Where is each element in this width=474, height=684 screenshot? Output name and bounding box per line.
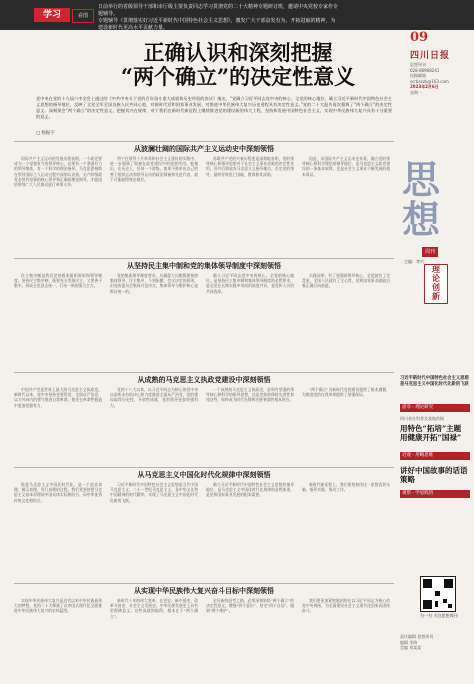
byline: □ 杨振宇 xyxy=(36,131,55,136)
section-heading: 从坚持民主集中制和党的集体领导制度中深刻领悟 xyxy=(127,261,281,270)
credit-line: 美编 刘某某 xyxy=(400,645,422,650)
learn-tag: 学习 xyxy=(34,8,70,22)
body-column: 民主集中制是我们党的根本组织原则和领导制度。坚持民主集中制，既要充分发扬民主，又要善于集中，形成全党意志统一、行动一致的强大合力。 xyxy=(14,273,102,289)
banner-line: 专题辅导《贯彻落实好习近平新时代中国特色社会主义思想》，激发广大干部奋发有为、开拓进取的精神，为建设新时代更高水平贡献力量。 xyxy=(98,18,336,31)
section-heading: 从波澜壮阔的国际共产主义运动史中深刻领悟 xyxy=(134,144,274,153)
body-column: 因此，从国际共产主义运动史来看，确立党的领导核心和科学理论的指导地位，是马克思主义政党建设的一条基本规律，也是社会主义事业不断发展的根本保证。 xyxy=(302,156,390,177)
body-column: 苏联共产党的兴衰历程更是深刻地表明，党的领导核心和指导思想对于社会主义事业成败的决定性作用。苏共后期放弃马克思主义指导地位，否定党的领导，最终导致党亡国破，教训极其深刻。 xyxy=(206,156,294,177)
info-line: 投稿邮箱 xyxy=(410,73,426,78)
qr-caption: 扫一扫 关注思想周刊 xyxy=(420,613,458,618)
issue-date: 2023年2月6日 xyxy=(410,84,439,89)
sidebar-small-text: 四川省社科普及基地供稿 xyxy=(400,416,444,421)
sidebar-section-label: 近观 · 用略思维 xyxy=(400,452,470,460)
body-column: 国际共产主义运动的发展历程表明，一个政党要成为一个坚强有力的领导核心，必须有一个坚强有力的领导集体，有一个科学的理论指导。马克思恩格斯在领导国际工人运动过程中深刻认识到，无产阶级政党必须有坚强的核心领导和正确的理论指导，才能团结带领广大人民群众进行革命斗争。 xyxy=(14,156,102,188)
vertical-char: 创 xyxy=(432,282,440,292)
sidebar-teaser: 习近平新时代中国特色社会主义思想是马克思主义中国化时代化新的飞跃 xyxy=(400,376,469,387)
theory-innovation-box xyxy=(424,264,448,304)
weekly-label: 周刊 xyxy=(422,247,438,257)
paper-masthead: 四川日报 xyxy=(410,51,451,61)
body-column: 确立习近平新时代中国特色社会主义思想的指导地位，是马克思主义中国化时代化规律的必然体现，是党和国家事业发展的根本需要。 xyxy=(206,482,294,498)
info-line: 思想周刊 xyxy=(410,62,426,67)
sidebar-section-label: 思享 · 理论研究 xyxy=(400,404,470,412)
vertical-char: 新 xyxy=(432,291,440,301)
vertical-char: 理 xyxy=(432,264,440,274)
sidebar-title: 用特色“拓培”主题 用健康开拓“国禄” xyxy=(400,424,462,442)
top-banner xyxy=(0,0,474,30)
body-column: “两个确立”为新时代党的建设提供了根本遵循，为推进党的自我革命提供了坚强保证。 xyxy=(302,387,390,398)
section-divider xyxy=(14,141,394,142)
credits xyxy=(400,634,468,651)
body-column: 习近平新时代中国特色社会主义思想是当代中国马克思主义、二十一世纪马克思主义，是中华文化和中国精神的时代精华，实现了马克思主义中国化时代化新的飞跃。 xyxy=(110,482,198,503)
body-column: 一个成熟的马克思主义执政党，必须有坚强的领导核心和科学的指导思想，这是党始终保持先进性和纯洁性、始终成为时代先锋和民族脊梁的根本所在。 xyxy=(206,387,294,403)
body-column: 走好新的赶考之路，必须深刻领悟“两个确立”的决定性意义，增强“四个意识”、坚定“四个自信”、做到“两个维护”。 xyxy=(206,598,294,614)
masthead-info xyxy=(410,62,466,95)
info-line: scrbsxzk@163.com xyxy=(410,78,449,84)
body-column: 实现中华民族伟大复兴是近代以来中华民族最伟大的梦想。党的二十大擘画了以中国式现代化全面推进中华民族伟大复兴的宏伟蓝图。 xyxy=(14,598,102,614)
body-column: 党的集体领导制度要求，凡属重大问题都要按照集体领导、民主集中、个别酝酿、会议决定的原则，由党的委员会集体讨论决定。集体领导与维护核心是辩证统一的。 xyxy=(110,273,198,294)
section-divider xyxy=(14,372,394,373)
body-column: 中国共产党是世界上最大的马克思主义执政党。新时代以来，党中央坚持党要管党、全面从严治党，以刀刃向内的勇气推进自我革命，使党在革命性锻造中更加坚强有力。 xyxy=(14,387,102,408)
body-column: 我们要更加紧密地团结在以习近平同志为核心的党中央周围，为全面建设社会主义现代化国家而团结奋斗。 xyxy=(302,598,390,614)
section-divider xyxy=(14,258,394,259)
article-lede: 党中央在党的十九届六中全会上通过的《中共中央关于党的百年奋斗重大成就和历史经验的决议》指出，“党确立习近平同志党中央的核心、全党的核心地位，确立习近平新时代中国特色社会主义思想的指导地位，反映了全党全军全国各族人民共同心愿，对新时代党和国家事业发展、对推进中华民族伟大复兴历史进程具有决定性意义。”党的二十大报告再次强调了“两个确立”的决定性意义。深刻领会“两个确立”的决定性意义，把握其内在规律，对于我们在新时代新征程上继续推进党的建设新的伟大工程，坚持和发展中国特色社会主义，实现中华民族伟大复兴具有十分重要的意义。 xyxy=(36,96,392,119)
body-column: 新时代十年的伟大变革，在党史、新中国史、改革开放史、社会主义发展史、中华民族发展史上具有里程碑意义。这些成就的取得，根本在于“两个确立”。 xyxy=(110,598,198,619)
sidebar-section-label: 观察 · 学思践悟 xyxy=(400,490,470,498)
section-heading: 从实现中华民族伟大复兴奋斗目标中深刻领悟 xyxy=(134,586,274,595)
banner-line: 日前举行的省级领导干部和市厅级主要负责同志学习贯彻党的二十大精神专题研讨班，邀请中央党校专家作专题辅导。 xyxy=(98,4,339,17)
body-column: 实践证明，有了坚强的领导核心，全党就有了定盘星，全国人民就有了主心骨，党和国家事业就能沿着正确方向前进。 xyxy=(302,273,390,289)
banner-text xyxy=(98,4,338,32)
page-number: 09 xyxy=(410,30,429,45)
qr-code-icon[interactable] xyxy=(420,576,456,612)
info-line: 028-86968241 xyxy=(410,67,440,73)
credit-line: 编辑 李海 xyxy=(400,639,418,645)
body-column: 党的十八大以来，以习近平同志为核心的党中央以前所未有的决心和力度推进全面从严治党，党的建设取得历史性、开创性成就，党的领导更加坚强有力。 xyxy=(110,387,198,408)
credit-line: 责任编辑 思想周刊 xyxy=(400,634,434,639)
body-column: 确立习近平同志党中央的核心、全党的核心地位，是坚持民主集中制和集体领导制度的必然要求，是全党在长期实践中形成的高度共识，是党和人民的共同选择。 xyxy=(206,273,294,294)
body-column: 新时代新征程上，我们要坚持用这一思想武装头脑、指导实践、推动工作。 xyxy=(302,482,390,493)
body-column: 列宁在领导十月革命和社会主义建设的实践中，进一步强调了领袖在政党建设中的重要作用。他指出，在历史上，任何一个阶级，如果不推举出自己的善于组织运动和领导运动的政治领袖和先进代表，就不可能取得统治地位。 xyxy=(110,156,198,182)
section-heading: 从成熟的马克思主义执政党建设中深刻领悟 xyxy=(137,375,271,384)
article-title-line1: 正确认识和深刻把握 xyxy=(143,40,333,65)
sidebar-title: 讲好中国故事的话语策略 xyxy=(400,466,468,484)
issue-weekday: 星期一 xyxy=(410,89,422,95)
article-title-line2: “两个确立”的决定性意义 xyxy=(120,64,356,89)
section-heading: 从马克思主义中国化时代化规律中深刻领悟 xyxy=(137,470,271,479)
sidebar-big-char: 想 xyxy=(402,197,441,242)
vertical-char: 论 xyxy=(432,273,440,283)
learn-subtag: 看图 xyxy=(72,9,94,23)
section-divider xyxy=(14,467,394,468)
body-column: 推进马克思主义中国化时代化，是一个追求真理、揭示真理、笃行真理的过程。我们党坚持把马克思主义基本原理同中国具体实际相结合、同中华优秀传统文化相结合。 xyxy=(14,482,102,503)
chief-editor: 主编：李兴 xyxy=(404,259,424,264)
sidebar-big-char: 思 xyxy=(402,157,441,202)
section-divider xyxy=(14,583,394,584)
